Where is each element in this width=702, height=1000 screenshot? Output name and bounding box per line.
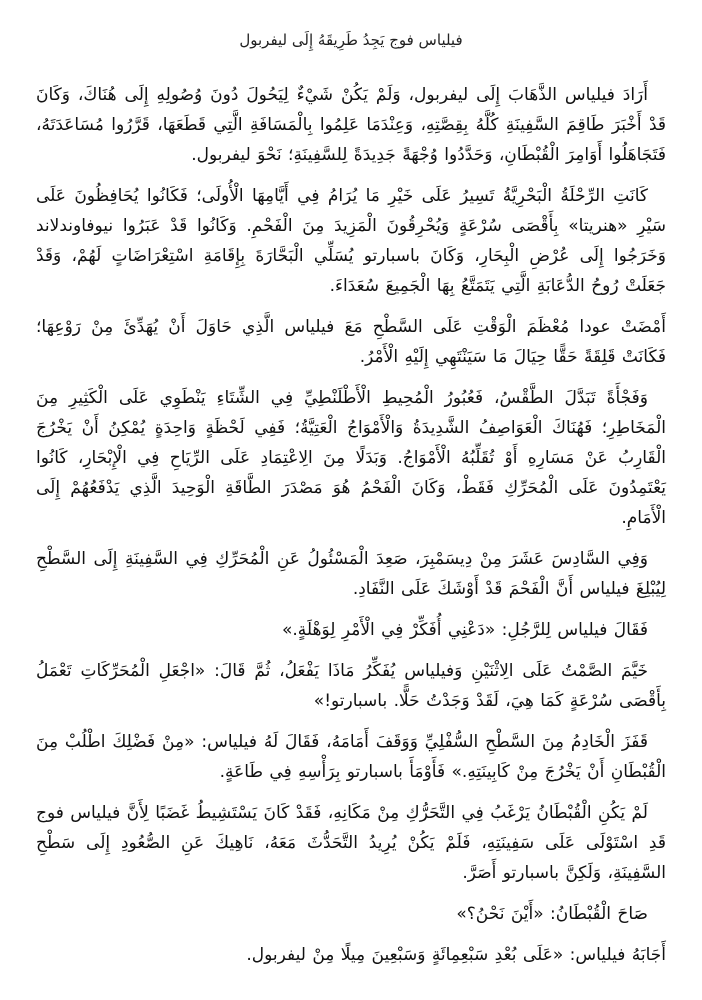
paragraph: صَاحَ الْقُبْطَانُ: «أَيْنَ نَحْنُ؟» xyxy=(456,904,648,924)
paragraph: لَمْ يَكُنِ الْقُبْطَانُ يَرْغَبُ فِي التَّحَرُّكِ مِنْ مَكَانِهِ، فَقَدْ كَانَ يَسْتَشِيطُ غَضَبًا لِأَنَّ فيلياس فوج قَدِ اسْتَوْلَى عَلَى سَفِينَتِهِ، فَلَمْ يَكُنْ يُرِيدُ التَّحَدُّثَ مَعَهُ، نَاهِيكَ عَنِ الصُّعُودِ إِلَى سَطْحِ السَّفِينَةِ، وَلَكِنَّ باسبارتو أَصَرَّ. xyxy=(36,803,666,883)
paragraph: خَيَّمَ الصَّمْتُ عَلَى الِاثْنَيْنِ وَفيلياس يُفَكِّرُ مَاذَا يَفْعَلُ، ثُمَّ قَالَ: «اجْعَلِ الْمُحَرِّكَاتِ تَعْمَلُ بِأَقْصَى سُرْعَةٍ كَمَا هِيَ، لَقَدْ وَجَدْتُ حَلًّا. باسبارتو!» xyxy=(36,661,666,711)
running-title: فيلياس فوج يَجِدُ طَرِيقَهُ إِلَى ليفربول xyxy=(239,31,463,49)
paragraph: قَفَزَ الْخَادِمُ مِنَ السَّطْحِ السُّفْلِيِّ وَوَقَفَ أَمَامَهُ، فَقَالَ لَهُ فيلياس: «مِنْ فَضْلِكَ اطْلُبْ مِنَ الْقُبْطَانِ أَنْ يَخْرُجَ مِنْ كَابِينَتِهِ.» فَأَوْمَأَ باسبارتو بِرَأْسِهِ فِي طَاعَةٍ. xyxy=(36,732,666,782)
body-text xyxy=(36,80,666,970)
paragraph: أَجَابَهُ فيلياس: «عَلَى بُعْدِ سَبْعِمِائَةٍ وَسَبْعِينَ مِيلًا مِنْ ليفربول. xyxy=(246,945,666,965)
paragraph: أَرَادَ فيلياس الذَّهَابَ إِلَى ليفربول، وَلَمْ يَكُنْ شَيْءٌ لِيَحُولَ دُونَ وُصُولِهِ إِلَى هُنَاكَ، وَكَانَ قَدْ أَخْبَرَ طَاقِمَ السَّفِينَةِ كُلَّهُ بِقِصَّتِهِ، وَعِنْدَمَا عَلِمُوا بِالْمَسَافَةِ الَّتِي قَطَعَهَا، قَرَّرُوا مُسَاعَدَتَهُ، فَتَجَاهَلُوا أَوَامِرَ الْقُبْطَانِ، وَحَدَّدُوا وُجْهَةً جَدِيدَةً لِلسَّفِينَةِ؛ نَحْوَ ليفربول. xyxy=(36,85,666,165)
paragraph: وَفَجْأَةً تَبَدَّلَ الطَّقْسُ، فَعُبُورُ الْمُحِيطِ الْأَطْلَنْطِيِّ فِي الشِّتَاءِ يَنْطَوِي عَلَى الْكَثِيرِ مِنَ الْمَخَاطِرِ؛ فَهُنَاكَ الْعَوَاصِفُ الشَّدِيدَةُ وَالْأَمْوَاجُ الْعَتِيَّةُ؛ فَفِي لَحْظَةٍ وَاحِدَةٍ يُمْكِنُ أَنْ يَخْرُجَ الْقَارِبُ عَنْ مَسَارِهِ أَوْ تُقَلِّبُهُ الْأَمْوَاجُ. وَبَدَلًا مِنَ الِاعْتِمَادِ عَلَى الرِّيَاحِ فِي الْإِبْحَارِ، كَانُوا يَعْتَمِدُونَ عَلَى الْمُحَرِّكِ فَقَطْ، وَكَانَ الْفَحْمُ هُوَ مَصْدَرَ الطَّاقَةِ الْوَحِيدَ الَّذِي يَدْفَعُهُمْ إِلَى الْأَمَامِ. xyxy=(36,388,666,528)
paragraph: كَانَتِ الرِّحْلَةُ الْبَحْرِيَّةُ تَسِيرُ عَلَى خَيْرِ مَا يُرَامُ فِي أَيَّامِهَا الْأُولَى؛ فَكَانُوا يُحَافِظُونَ عَلَى سَيْرِ «هنريتا» بِأَقْصَى سُرْعَةٍ وَيُحْرِقُونَ الْمَزِيدَ مِنَ الْفَحْمِ. وَكَانُوا قَدْ عَبَرُوا نيوفاوندلاند وَخَرَجُوا إِلَى عُرْضِ الْبِحَارِ، وَكَانَ باسبارتو يُسَلِّي الْبَحَّارَةَ بِإِقَامَةِ اسْتِعْرَاضَاتٍ لَهُمْ، وَقَدْ جَعَلَتْ رُوحُ الدُّعَابَةِ الَّتِي يَتَمَتَّعُ بِهَا الْجَمِيعَ سُعَدَاءَ. xyxy=(36,186,666,296)
paragraph: وَفِي السَّادِسَ عَشَرَ مِنْ دِيسَمْبِرَ، صَعِدَ الْمَسْئُولُ عَنِ الْمُحَرِّكِ فِي السَّفِينَةِ إِلَى السَّطْحِ لِيُبْلِغَ فيلياس أَنَّ الْفَحْمَ قَدْ أَوْشَكَ عَلَى النَّفَادِ. xyxy=(36,549,666,599)
paragraph: أَمْضَتْ عودا مُعْظَمَ الْوَقْتِ عَلَى السَّطْحِ مَعَ فيلياس الَّذِي حَاوَلَ أَنْ يُهَدِّئَ مِنْ رَوْعِهَا؛ فَكَانَتْ قَلِقَةً حَقًّا حِيَالَ مَا سَيَنْتَهِي إِلَيْهِ الْأَمْرُ. xyxy=(36,317,666,367)
paragraph: فَقَالَ فيلياس لِلرَّجُلِ: «دَعْنِي أُفَكِّرْ فِي الْأَمْرِ لِوَهْلَةٍ.» xyxy=(281,620,648,640)
